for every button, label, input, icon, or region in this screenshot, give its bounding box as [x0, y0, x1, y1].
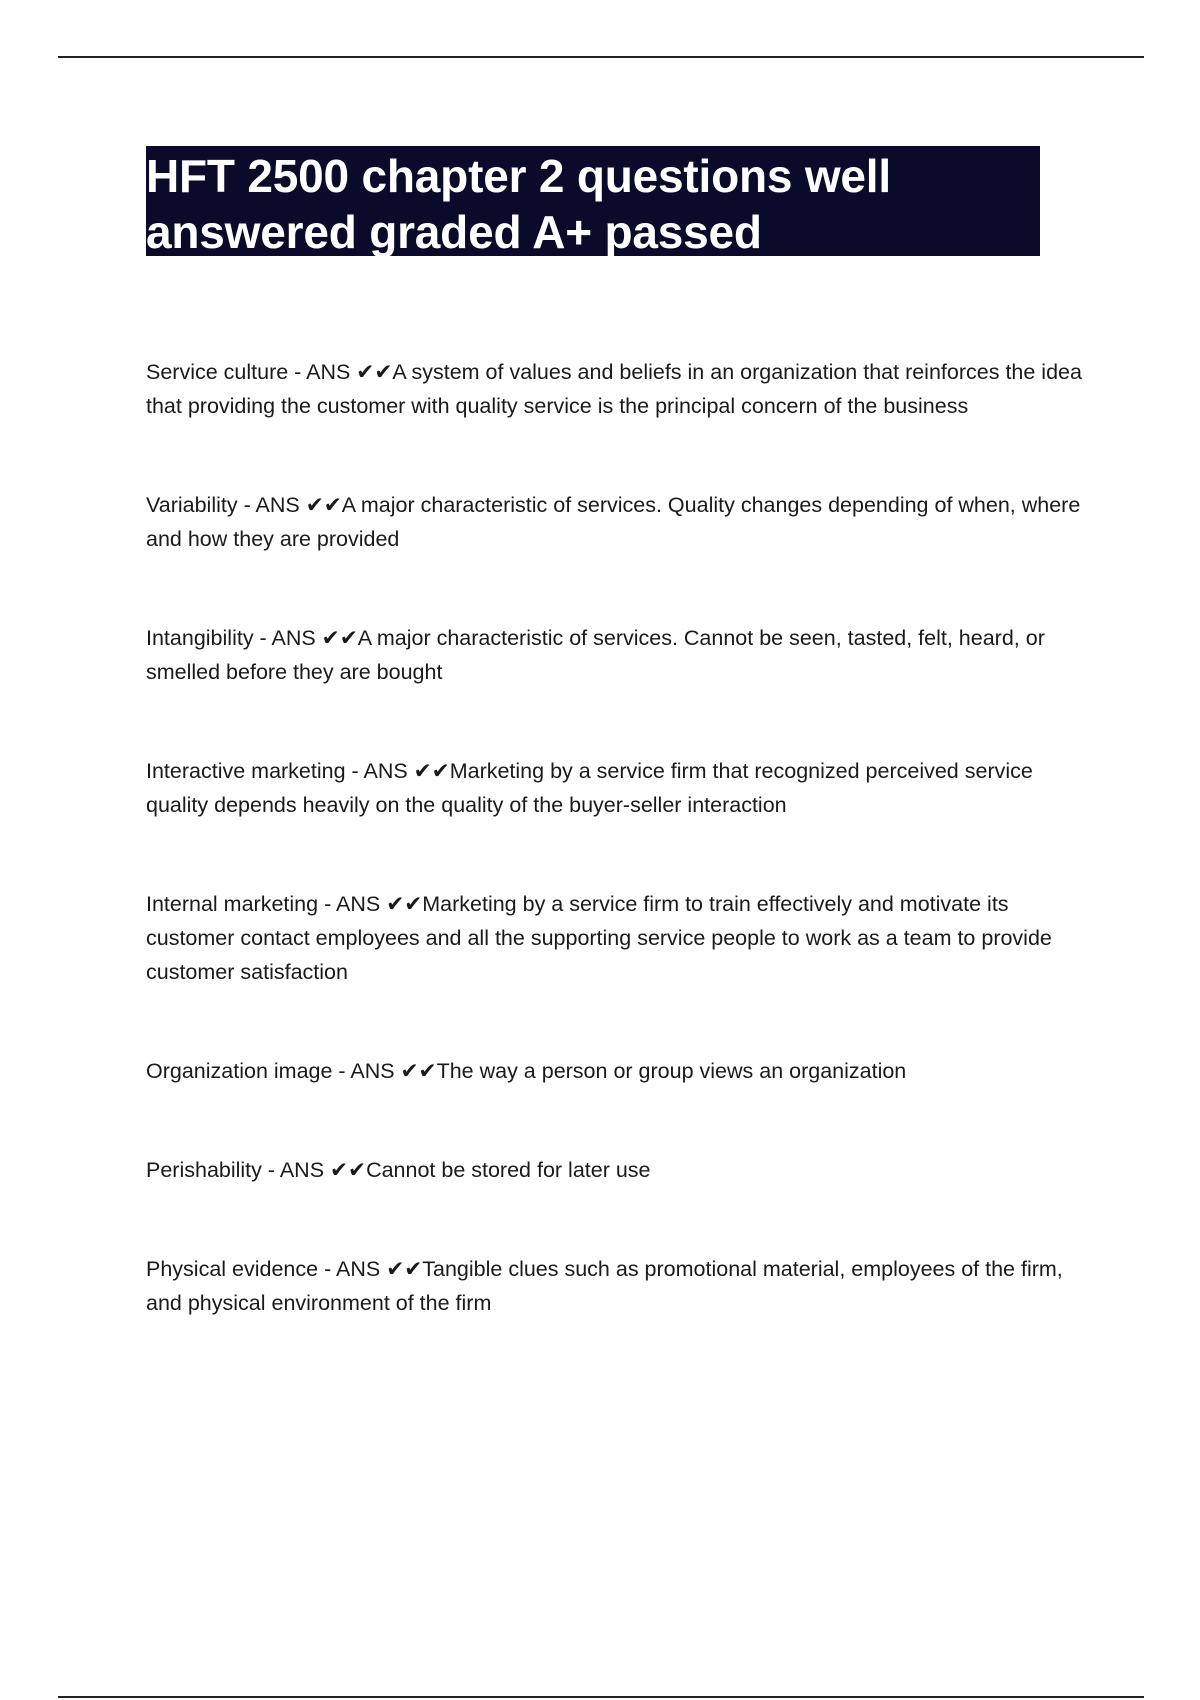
entry-definition: A major characteristic of services. Quality changes depending of when, where and how they are provided: [146, 493, 1081, 551]
entry-definition: A system of values and beliefs in an organization that reinforces the idea that providing the customer with quality service is the principal concern of the business: [146, 360, 1082, 418]
entry-term: Internal marketing: [146, 892, 319, 916]
entry-term: Intangibility: [146, 626, 254, 650]
title-banner: [146, 146, 1040, 256]
footer-rule: [58, 1696, 1144, 1698]
entry-definition: The way a person or group views an organization: [436, 1059, 907, 1083]
qa-entry: Service culture - ANS ✔✔A system of values and beliefs in an organization that reinforces the idea that providing the customer with quality service is the principal concern of the business: [146, 360, 1082, 418]
answer-marker: ANS ✔✔: [363, 759, 450, 783]
qa-entry: Organization image - ANS ✔✔The way a person or group views an organization: [146, 1059, 907, 1083]
entry-term: Interactive marketing: [146, 759, 346, 783]
entry-term: Organization image: [146, 1059, 333, 1083]
answer-marker: ANS ✔✔: [336, 892, 423, 916]
entry-definition: Cannot be stored for later use: [366, 1158, 651, 1182]
qa-entry: Internal marketing - ANS ✔✔Marketing by a service firm to train effectively and motivate its customer contact employees and all the supporting service people to work as a team to provide customer satisfaction: [146, 892, 1052, 984]
entry-definition: A major characteristic of services. Cannot be seen, tasted, felt, heard, or smelled before they are bought: [146, 626, 1045, 684]
entry-term: Variability: [146, 493, 238, 517]
answer-marker: ANS ✔✔: [255, 493, 342, 517]
answer-marker: ANS ✔✔: [271, 626, 358, 650]
qa-entry: Physical evidence - ANS ✔✔Tangible clues such as promotional material, employees of the firm, and physical environment of the firm: [146, 1257, 1063, 1315]
answer-marker: ANS ✔✔: [336, 1257, 423, 1281]
answer-marker: ANS ✔✔: [306, 360, 393, 384]
qa-entry: Variability - ANS ✔✔A major characteristic of services. Quality changes depending of when, where and how they are provided: [146, 493, 1081, 551]
entry-definition: Tangible clues such as promotional material, employees of the firm, and physical environment of the firm: [146, 1257, 1063, 1315]
header-rule: [58, 56, 1144, 58]
answer-marker: ANS ✔✔: [350, 1059, 437, 1083]
entry-term: Physical evidence: [146, 1257, 319, 1281]
entry-definition: Marketing by a service firm to train effectively and motivate its customer contact employees and all the supporting service people to work as a team to provide customer satisfaction: [146, 892, 1052, 984]
entry-term: Perishability: [146, 1158, 262, 1182]
answer-marker: ANS ✔✔: [279, 1158, 367, 1182]
document-title: HFT 2500 chapter 2 questions well answered graded A+ passed: [146, 150, 891, 258]
qa-entry: Intangibility - ANS ✔✔A major characteristic of services. Cannot be seen, tasted, felt, heard, or smelled before they are bought: [146, 626, 1045, 684]
entry-term: Service culture: [146, 360, 289, 384]
qa-entry: Perishability - ANS ✔✔Cannot be stored for later use: [146, 1158, 651, 1182]
qa-list: [146, 355, 1096, 1320]
entry-definition: Marketing by a service firm that recognized perceived service quality depends heavily on the quality of the buyer-seller interaction: [146, 759, 1033, 817]
qa-entry: Interactive marketing - ANS ✔✔Marketing by a service firm that recognized perceived service quality depends heavily on the quality of the buyer-seller interaction: [146, 759, 1033, 817]
